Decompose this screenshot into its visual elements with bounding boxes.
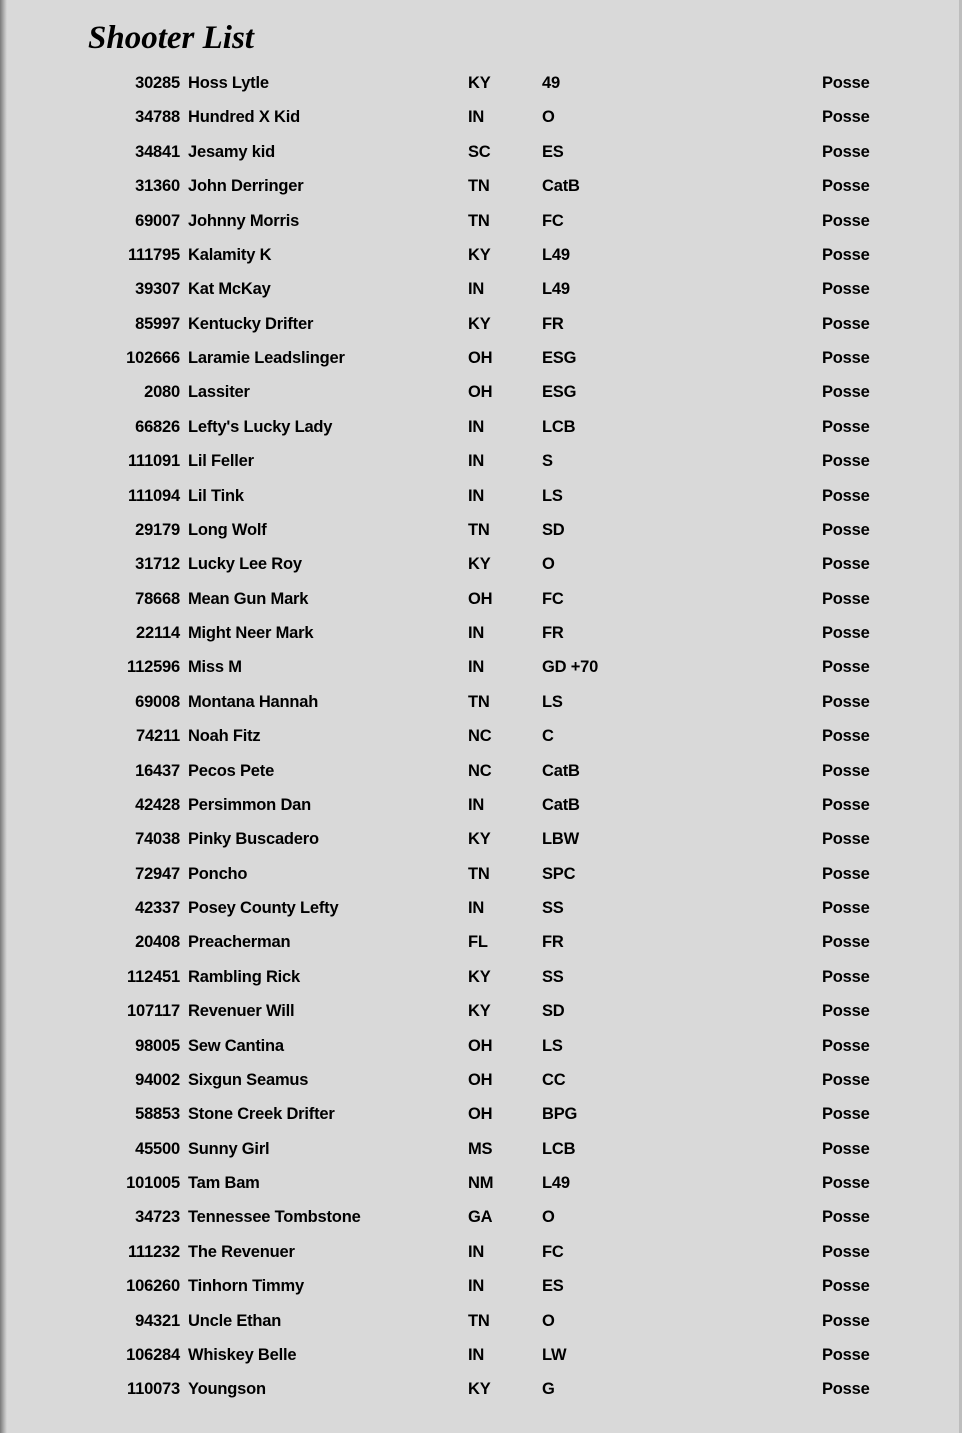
shooter-posse: Posse [822,1174,870,1192]
shooter-posse: Posse [822,1105,870,1124]
shooter-posse: Posse [822,624,870,642]
shooter-state: IN [468,624,485,642]
shooter-id: 42428 [135,795,180,814]
shooter-row [0,1269,962,1303]
shooter-name: Lefty's Lucky Lady [188,417,333,436]
shooter-posse: Posse [822,727,870,746]
shooter-id: 34841 [135,142,180,161]
shooter-id: 94321 [135,1311,180,1330]
shooter-name: Miss M [188,658,242,677]
shooter-row [0,1304,962,1338]
shooter-state: IN [468,108,485,127]
shooter-name: Youngson [188,1380,266,1399]
shooter-posse: Posse [822,108,870,127]
shooter-category: G [542,1380,555,1399]
shooter-posse: Posse [822,1070,870,1089]
shooter-row [0,1338,962,1372]
shooter-row [0,444,962,478]
shooter-posse: Posse [822,417,870,436]
shooter-name: Preacherman [188,933,291,952]
shooter-name: Lassiter [188,383,250,402]
shooter-category: SPC [542,864,576,883]
shooter-state: NM [468,1174,494,1192]
shooter-state: MS [468,1139,493,1158]
shooter-list [0,66,962,1407]
shooter-state: KY [468,1380,491,1399]
shooter-name: Kalamity K [188,245,272,264]
shooter-posse: Posse [822,142,870,161]
shooter-id: 69007 [135,211,180,230]
shooter-row [0,650,962,684]
shooter-name: Posey County Lefty [188,899,339,917]
shooter-row [0,616,962,650]
shooter-posse: Posse [822,1036,870,1055]
shooter-posse: Posse [822,967,870,986]
shooter-posse: Posse [822,899,870,917]
shooter-id: 101005 [126,1174,180,1192]
shooter-posse: Posse [822,830,870,849]
shooter-name: Sixgun Seamus [188,1070,309,1089]
shooter-id: 111232 [127,1242,180,1261]
shooter-name: Kat McKay [188,280,271,299]
shooter-category: ES [542,142,564,161]
shooter-posse: Posse [822,1277,870,1296]
shooter-row [0,375,962,409]
shooter-row [0,994,962,1028]
shooter-name: Might Neer Mark [188,624,314,642]
shooter-id: 72947 [135,864,180,883]
shooter-posse: Posse [822,452,870,471]
shooter-state: KY [468,314,491,333]
shooter-row [0,857,962,891]
shooter-id: 85997 [135,314,180,333]
shooter-name: Montana Hannah [188,692,319,711]
shooter-id: 74211 [136,727,180,746]
shooter-posse: Posse [822,486,870,505]
shooter-name: Lucky Lee Roy [188,555,302,574]
shooter-category: GD +70 [542,658,599,677]
shooter-category: CC [542,1070,566,1089]
shooter-category: S [542,452,553,471]
shooter-posse: Posse [822,1208,870,1227]
shooter-row [0,341,962,375]
shooter-row [0,238,962,272]
shooter-row [0,960,962,994]
shooter-category: FR [542,624,564,642]
shooter-category: SS [542,899,564,917]
shooter-id: 20408 [135,933,180,952]
shooter-row [0,479,962,513]
shooter-name: Poncho [188,864,248,883]
shooter-row [0,135,962,169]
shooter-name: Stone Creek Drifter [188,1105,335,1124]
shooter-id: 112451 [127,967,180,986]
shooter-row [0,169,962,203]
shooter-category: LS [542,486,563,505]
shooter-row [0,513,962,547]
shooter-name: The Revenuer [188,1242,295,1261]
shooter-state: IN [468,452,485,471]
shooter-state: OH [468,349,493,367]
shooter-category: O [542,1208,555,1227]
shooter-posse: Posse [822,555,870,574]
shooter-category: LBW [542,830,579,849]
shooter-posse: Posse [822,383,870,402]
shooter-state: KY [468,245,491,264]
shooter-posse: Posse [822,1380,870,1399]
shooter-category: 49 [542,74,560,92]
page-title: Shooter List [88,20,254,56]
shooter-state: KY [468,967,491,986]
shooter-posse: Posse [822,211,870,230]
shooter-state: GA [468,1208,493,1227]
shooter-name: Hoss Lytle [188,74,269,92]
shooter-row [0,1063,962,1097]
shooter-posse: Posse [822,520,870,539]
shooter-row [0,66,962,100]
shooter-category: O [542,108,555,127]
shooter-state: TN [468,177,490,196]
shooter-row [0,788,962,822]
shooter-row [0,1235,962,1269]
shooter-state: KY [468,555,491,574]
shooter-category: ES [542,1277,564,1296]
shooter-row [0,100,962,134]
shooter-name: Hundred X Kid [188,108,300,127]
shooter-row [0,822,962,856]
shooter-state: IN [468,486,485,505]
shooter-state: NC [468,761,492,780]
shooter-id: 30285 [135,74,180,92]
shooter-posse: Posse [822,1002,870,1021]
shooter-id: 106260 [126,1277,180,1296]
shooter-row [0,547,962,581]
shooter-name: Long Wolf [188,520,267,539]
shooter-state: OH [468,383,493,402]
shooter-posse: Posse [822,589,870,608]
shooter-posse: Posse [822,692,870,711]
shooter-category: FC [542,211,564,230]
shooter-id: 34788 [135,108,180,127]
shooter-name: Uncle Ethan [188,1311,282,1330]
shooter-state: KY [468,74,491,92]
shooter-posse: Posse [822,74,870,92]
shooter-name: Rambling Rick [188,967,301,986]
shooter-row [0,1200,962,1234]
shooter-category: ESG [542,383,577,402]
shooter-id: 34723 [135,1208,180,1227]
shooter-id: 111795 [127,245,180,264]
shooter-row [0,1097,962,1131]
shooter-id: 94002 [135,1070,180,1089]
shooter-id: 29179 [135,520,180,539]
shooter-state: OH [468,1105,493,1124]
shooter-state: SC [468,142,491,161]
shooter-category: CatB [542,177,580,196]
shooter-posse: Posse [822,245,870,264]
shooter-category: FC [542,1242,564,1261]
shooter-name: Sunny Girl [188,1139,270,1158]
shooter-id: 78668 [135,589,180,608]
shooter-category: CatB [542,761,580,780]
shooter-name: Johnny Morris [188,211,300,230]
shooter-id: 111094 [127,486,180,505]
shooter-posse: Posse [822,280,870,299]
shooter-posse: Posse [822,349,870,367]
shooter-category: O [542,1311,555,1330]
shooter-id: 69008 [135,692,180,711]
shooter-category: SD [542,520,565,539]
shooter-row [0,272,962,306]
shooter-row [0,582,962,616]
shooter-category: SD [542,1002,565,1021]
shooter-name: Tam Bam [188,1174,260,1192]
shooter-state: IN [468,417,485,436]
shooter-category: BPG [542,1105,578,1124]
shooter-row [0,891,962,925]
shooter-id: 98005 [135,1036,180,1055]
shooter-posse: Posse [822,1311,870,1330]
shooter-name: Kentucky Drifter [188,314,314,333]
shooter-row [0,925,962,959]
shooter-state: NC [468,727,492,746]
shooter-row [0,410,962,444]
shooter-category: FR [542,933,564,952]
shooter-state: KY [468,1002,491,1021]
shooter-name: Lil Feller [188,452,254,471]
shooter-state: IN [468,658,485,677]
shooter-id: 39307 [135,280,180,299]
shooter-name: Pecos Pete [188,761,275,780]
shooter-category: SS [542,967,564,986]
shooter-posse: Posse [822,1242,870,1261]
shooter-row [0,719,962,753]
shooter-posse: Posse [822,933,870,952]
shooter-category: LS [542,1036,563,1055]
shooter-row [0,1029,962,1063]
shooter-name: Mean Gun Mark [188,589,309,608]
shooter-state: IN [468,795,485,814]
shooter-name: Whiskey Belle [188,1345,297,1364]
shooter-row [0,754,962,788]
shooter-category: O [542,555,555,574]
shooter-name: Laramie Leadslinger [188,349,345,367]
shooter-row [0,204,962,238]
shooter-state: IN [468,1242,485,1261]
shooter-category: L49 [542,245,570,264]
shooter-id: 45500 [135,1139,180,1158]
shooter-name: Lil Tink [188,486,244,505]
shooter-id: 102666 [126,349,180,367]
shooter-state: TN [468,692,490,711]
shooter-category: LS [542,692,563,711]
shooter-name: Tinhorn Timmy [188,1277,304,1296]
shooter-state: OH [468,1070,493,1089]
shooter-category: LCB [542,1139,576,1158]
shooter-posse: Posse [822,658,870,677]
shooter-state: IN [468,280,485,299]
shooter-state: TN [468,211,490,230]
shooter-id: 111091 [127,452,180,471]
shooter-id: 107117 [127,1002,180,1021]
shooter-id: 16437 [135,761,180,780]
shooter-name: Tennessee Tombstone [188,1208,361,1227]
shooter-name: Persimmon Dan [188,795,312,814]
shooter-state: TN [468,864,490,883]
shooter-posse: Posse [822,314,870,333]
shooter-id: 22114 [136,624,180,642]
shooter-category: C [542,727,554,746]
shooter-posse: Posse [822,761,870,780]
shooter-name: Sew Cantina [188,1036,284,1055]
shooter-id: 110073 [127,1380,180,1399]
shooter-name: Pinky Buscadero [188,830,319,849]
shooter-id: 31360 [135,177,180,196]
shooter-state: IN [468,899,485,917]
shooter-id: 31712 [135,555,180,574]
shooter-row [0,685,962,719]
shooter-state: IN [468,1345,485,1364]
shooter-posse: Posse [822,177,870,196]
shooter-id: 106284 [126,1345,180,1364]
shooter-category: CatB [542,795,580,814]
shooter-state: TN [468,1311,490,1330]
shooter-name: Jesamy kid [188,142,275,161]
shooter-name: Revenuer Will [188,1002,295,1021]
shooter-category: FR [542,314,564,333]
shooter-id: 58853 [135,1105,180,1124]
shooter-category: LCB [542,417,576,436]
shooter-id: 112596 [127,658,180,677]
shooter-name: John Derringer [188,177,304,196]
shooter-state: TN [468,520,490,539]
shooter-category: LW [542,1345,567,1364]
shooter-state: KY [468,830,491,849]
shooter-category: L49 [542,1174,570,1192]
shooter-row [0,1166,962,1200]
shooter-id: 74038 [135,830,180,849]
shooter-posse: Posse [822,1139,870,1158]
shooter-state: OH [468,589,493,608]
shooter-name: Noah Fitz [188,727,261,746]
shooter-state: FL [468,933,488,952]
shooter-id: 66826 [135,417,180,436]
shooter-row [0,1372,962,1406]
shooter-posse: Posse [822,795,870,814]
shooter-category: ESG [542,349,577,367]
shooter-row [0,307,962,341]
shooter-category: FC [542,589,564,608]
shooter-id: 42337 [135,899,180,917]
shooter-state: IN [468,1277,485,1296]
shooter-id: 2080 [144,383,180,402]
shooter-row [0,1132,962,1166]
shooter-posse: Posse [822,864,870,883]
shooter-state: OH [468,1036,493,1055]
shooter-category: L49 [542,280,570,299]
shooter-posse: Posse [822,1345,870,1364]
